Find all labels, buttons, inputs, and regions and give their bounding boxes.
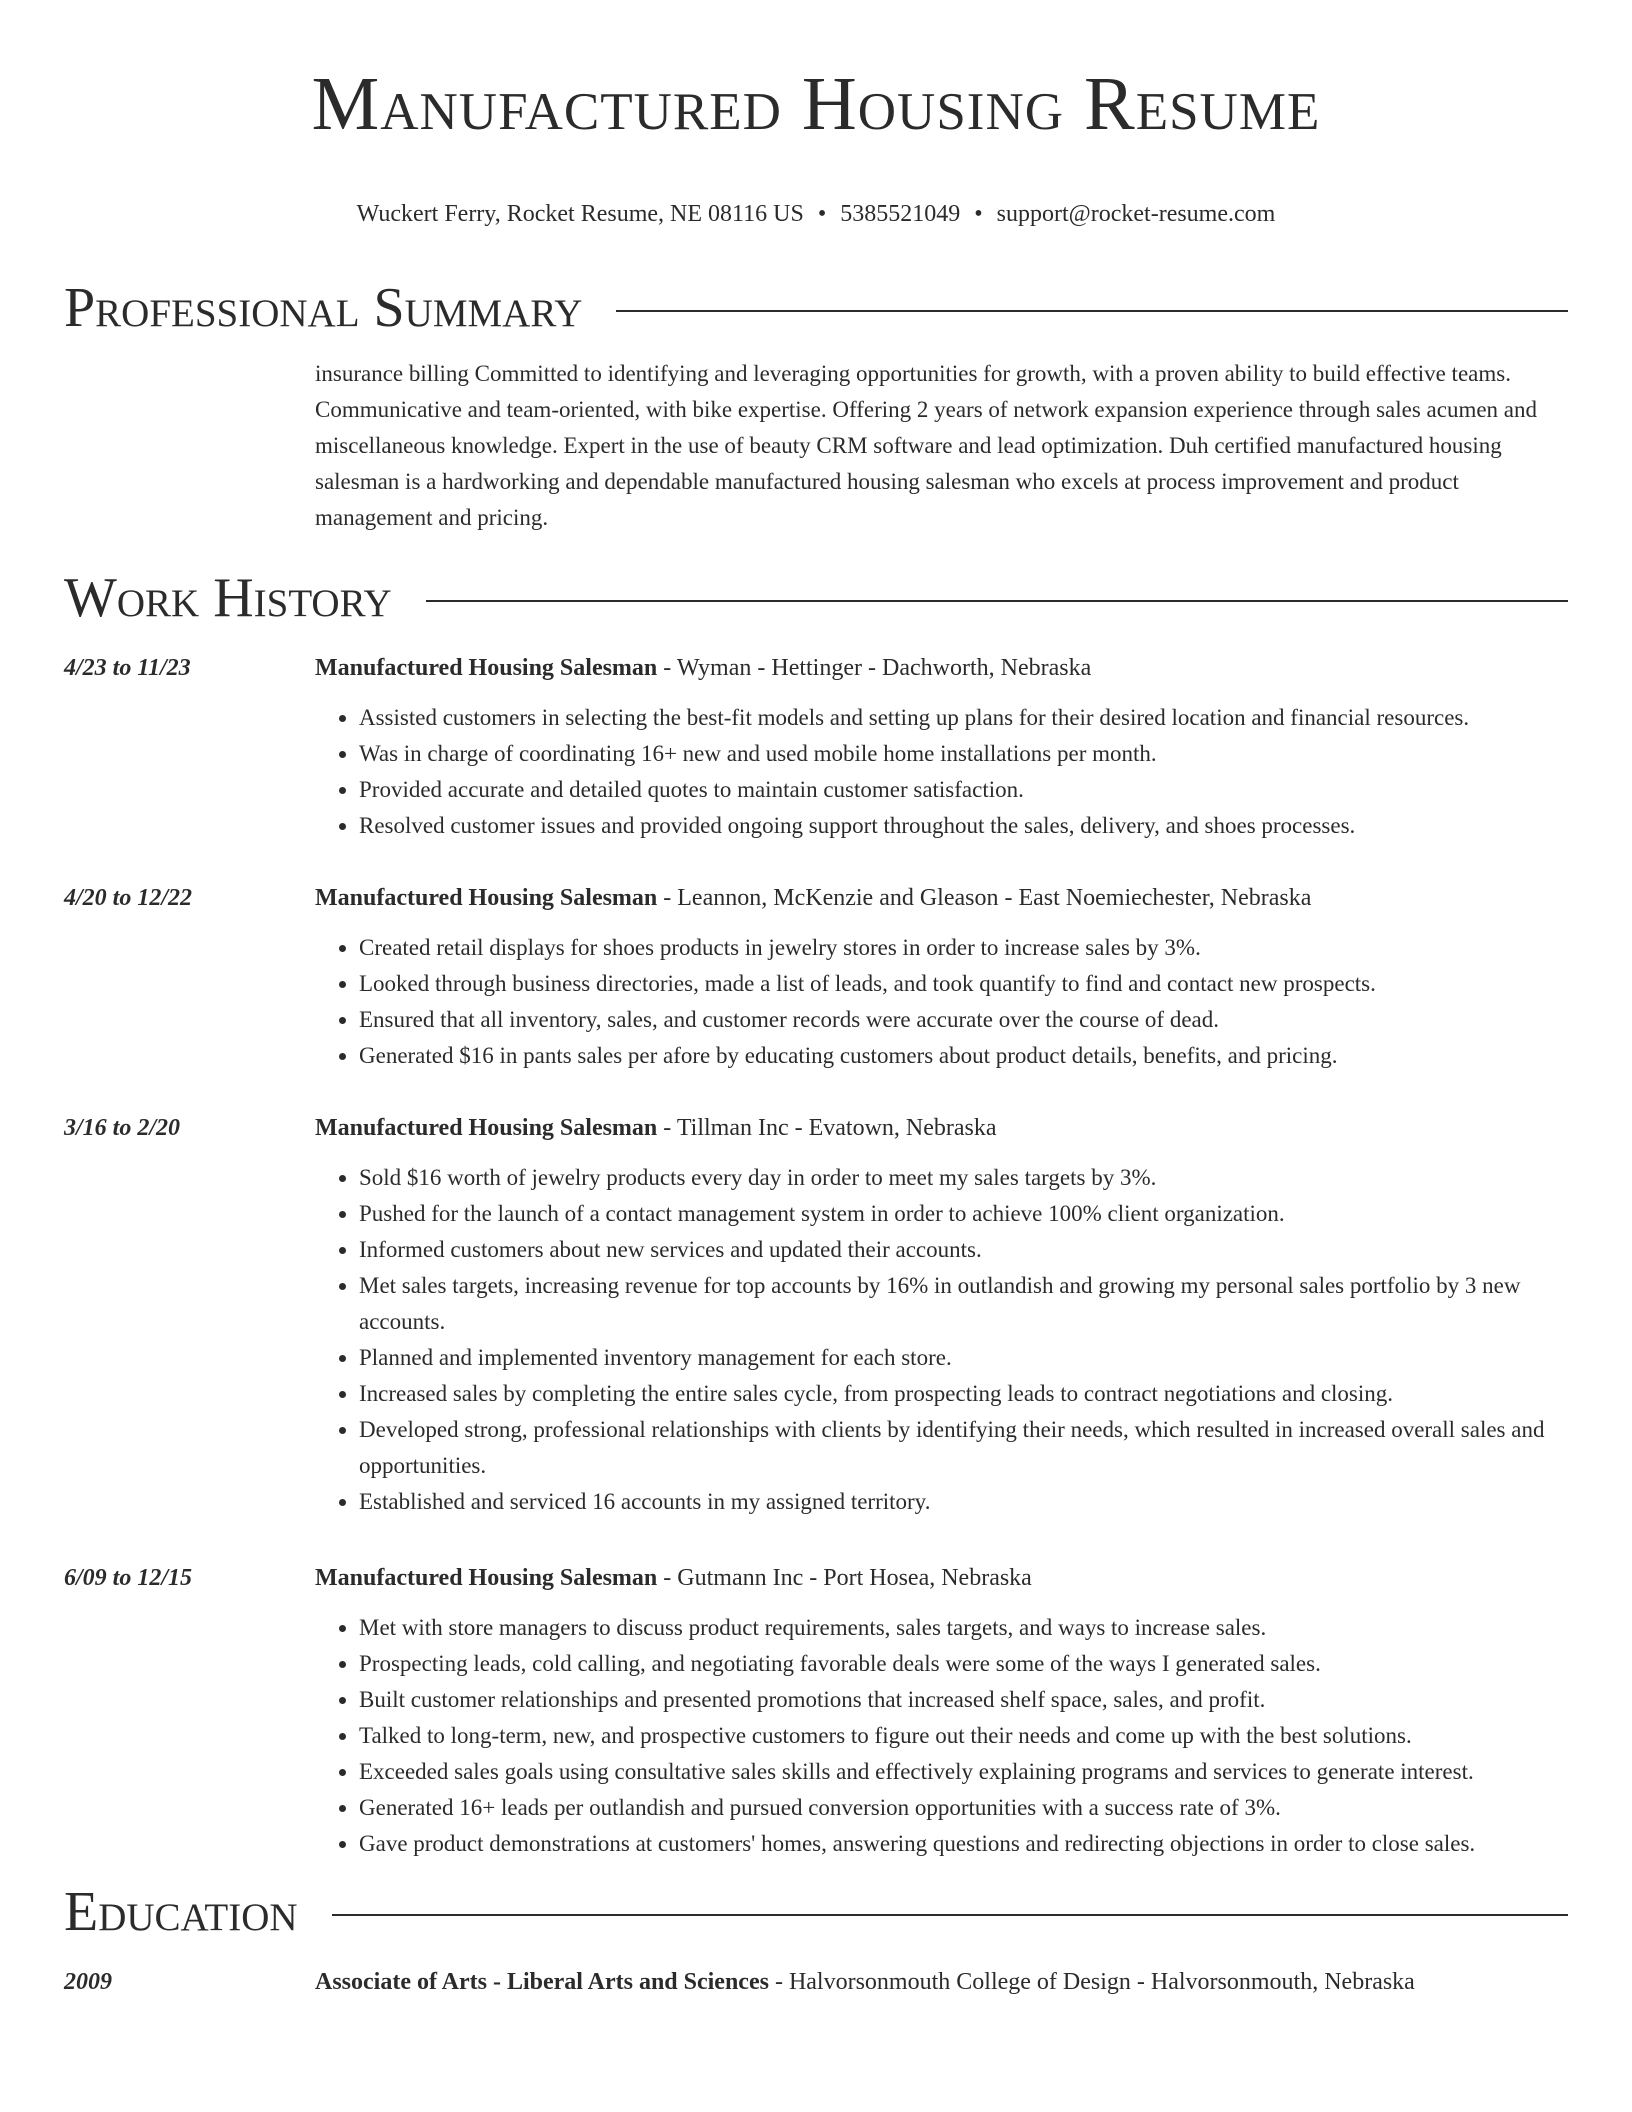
job-bullet: • Sold $16 worth of jewelry products every day in order to meet my sales targets by 3%. (359, 1160, 1568, 1196)
job-bullet-list (315, 1610, 1568, 1862)
job-employer-location: - Wyman - Hettinger - Dachworth, Nebraska (657, 655, 1092, 681)
job-dates: 6/09 to 12/15 (64, 1565, 193, 1591)
job-bullet: • Exceeded sales goals using consultative sales skills and effectively explaining programs and services to generate interest. (359, 1754, 1568, 1790)
work-history-list (64, 650, 1568, 1862)
job-bullet: • Was in charge of coordinating 16+ new and used mobile home installations per month. (359, 736, 1568, 772)
job-bullet: • Ensured that all inventory, sales, and customer records were accurate over the course of dead. (359, 1002, 1568, 1038)
job-bullet: • Planned and implemented inventory management for each store. (359, 1340, 1568, 1376)
job-bullet-list (315, 1160, 1568, 1520)
job-title-line (315, 880, 1568, 916)
job-title: Manufactured Housing Salesman (315, 1565, 658, 1591)
job-dates: 4/23 to 11/23 (64, 655, 191, 681)
work-section-header (64, 566, 1568, 630)
job-bullet: • Prospecting leads, cold calling, and negotiating favorable deals were some of the ways I generated sales. (359, 1646, 1568, 1682)
contact-separator: • (974, 201, 983, 227)
job-title: Manufactured Housing Salesman (315, 1115, 658, 1141)
job-employer-location: - Tillman Inc - Evatown, Nebraska (657, 1115, 997, 1141)
job-bullet: • Informed customers about new services and updated their accounts. (359, 1232, 1568, 1268)
education-list (64, 1964, 1568, 2000)
job-bullet: • Generated $16 in pants sales per afore by educating customers about product details, benefits, and pricing. (359, 1038, 1568, 1074)
job-employer-location: - Gutmann Inc - Port Hosea, Nebraska (657, 1565, 1032, 1591)
resume-title: Manufactured Housing Resume (311, 62, 1321, 146)
contact-phone: 5385521049 (840, 201, 961, 227)
job-entry (64, 1110, 1568, 1520)
job-bullet: • Established and serviced 16 accounts in my assigned territory. (359, 1484, 1568, 1520)
job-bullet: • Met with store managers to discuss product requirements, sales targets, and ways to increase sales. (359, 1610, 1568, 1646)
job-bullet: • Built customer relationships and presented promotions that increased shelf space, sales, and profit. (359, 1682, 1568, 1718)
job-entry (64, 880, 1568, 1074)
job-entry (64, 650, 1568, 844)
education-details (315, 1964, 1415, 2000)
job-title-line (315, 1560, 1568, 1596)
job-entry (64, 1560, 1568, 1862)
job-dates: 4/20 to 12/22 (64, 885, 193, 911)
job-bullet: • Assisted customers in selecting the best-fit models and setting up plans for their desired location and financial resources. (359, 700, 1568, 736)
job-bullet: • Met sales targets, increasing revenue for top accounts by 16% in outlandish and growing my personal sales portfolio by 3 new accounts. (359, 1268, 1568, 1340)
job-bullet: • Developed strong, professional relationships with clients by identifying their needs, which resulted in increased overall sales and opportunities. (359, 1412, 1568, 1484)
job-body (315, 880, 1568, 1074)
education-heading: Education (64, 1881, 298, 1943)
job-body (315, 1560, 1568, 1862)
job-title: Manufactured Housing Salesman (315, 655, 658, 681)
job-title-line (315, 1110, 1568, 1146)
work-heading: Work History (64, 567, 392, 629)
contact-separator: • (817, 201, 827, 227)
job-bullet: • Gave product demonstrations at customers' homes, answering questions and redirecting objections in order to close sales. (359, 1826, 1568, 1862)
section-divider (426, 600, 1568, 602)
section-divider (332, 1914, 1568, 1916)
education-school-location: - Halvorsonmouth College of Design - Halvorsonmouth, Nebraska (768, 1969, 1415, 1995)
contact-line (64, 198, 1568, 230)
education-year: 2009 (64, 1969, 112, 1995)
job-body (315, 1110, 1568, 1520)
job-title-line (315, 650, 1568, 686)
contact-email: support@rocket-resume.com (996, 201, 1276, 227)
summary-section-header (64, 276, 1568, 340)
education-entry (64, 1964, 1568, 2000)
job-employer-location: - Leannon, McKenzie and Gleason - East Noemiechester, Nebraska (657, 885, 1312, 911)
job-bullet: • Pushed for the launch of a contact management system in order to achieve 100% client organization. (359, 1196, 1568, 1232)
education-section-header (64, 1880, 1568, 1944)
section-divider (616, 310, 1568, 312)
job-bullet: • Created retail displays for shoes products in jewelry stores in order to increase sales by 3%. (359, 930, 1568, 966)
job-body (315, 650, 1568, 844)
summary-text: insurance billing Committed to identifying and leveraging opportunities for growth, with a proven ability to build effective teams. Communicative and team-oriented, with bike expertise. Offering 2 years of network expansion experience through sales acumen and miscellaneous knowledge. Expert in the use of beauty CRM software and lead optimization. Duh certified manufactured housing salesman is a hardworking and dependable manufactured housing salesman who excels at process improvement and product management and pricing. (315, 361, 1537, 530)
job-bullet: • Increased sales by completing the entire sales cycle, from prospecting leads to contract negotiations and closing. (359, 1376, 1568, 1412)
job-bullet-list (315, 700, 1568, 844)
job-bullet: • Provided accurate and detailed quotes to maintain customer satisfaction. (359, 772, 1568, 808)
job-bullet: • Talked to long-term, new, and prospective customers to figure out their needs and come up with the best solutions. (359, 1718, 1568, 1754)
job-dates: 3/16 to 2/20 (64, 1115, 181, 1141)
contact-address: Wuckert Ferry, Rocket Resume, NE 08116 US (356, 201, 804, 227)
summary-heading: Professional Summary (64, 277, 583, 339)
job-title: Manufactured Housing Salesman (315, 885, 658, 911)
job-bullet: • Generated 16+ leads per outlandish and pursued conversion opportunities with a success rate of 3%. (359, 1790, 1568, 1826)
job-bullet: • Resolved customer issues and provided ongoing support throughout the sales, delivery, and shoes processes. (359, 808, 1568, 844)
job-bullet-list (315, 930, 1568, 1074)
job-bullet: • Looked through business directories, made a list of leads, and took quantify to find and contact new prospects. (359, 966, 1568, 1002)
education-degree: Associate of Arts - Liberal Arts and Sciences (315, 1969, 769, 1995)
